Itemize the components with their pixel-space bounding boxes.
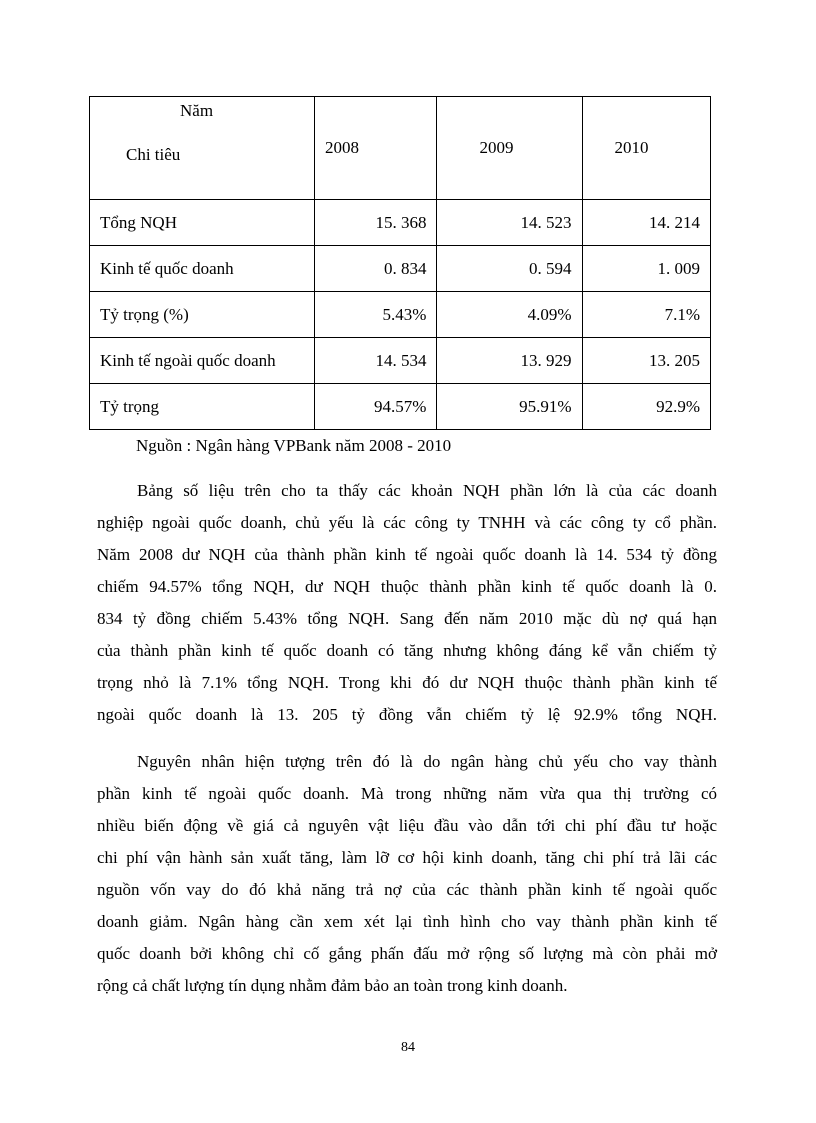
paragraph-line: Bảng số liệu trên cho ta thấy các khoản NQH phần lớn là của các doanh [137, 481, 717, 500]
table-row [90, 384, 711, 430]
row-label: Tỷ trọng [90, 384, 315, 430]
paragraph-line: doanh giảm. Ngân hàng cần xem xét lại tình hình cho vay thành phần kinh tế [97, 912, 717, 931]
paragraph-line: Nguyên nhân hiện tượng trên đó là do ngân hàng chủ yếu cho vay thành [137, 752, 717, 771]
table-corner-cell [90, 97, 315, 200]
table-cell: 14. 523 [437, 200, 582, 246]
row-label: Tỷ trọng (%) [90, 292, 315, 338]
table-cell: 13. 205 [582, 338, 710, 384]
header-year-2010: 2010 [582, 97, 710, 200]
header-year-label: Năm [180, 101, 214, 120]
table-header-row [90, 97, 711, 200]
header-indicator-label: Chi tiêu [126, 145, 181, 164]
paragraph-line: trọng nhỏ là 7.1% tổng NQH. Trong khi đó dư NQH thuộc thành phần kinh tế [97, 673, 717, 692]
paragraph-line: nhiều biến động về giá cả nguyên vật liệu đầu vào dẫn tới chi phí đầu tư hoặc [97, 816, 717, 835]
npl-table [89, 96, 711, 430]
table-cell: 92.9% [582, 384, 710, 430]
paragraph-line: ngoài quốc doanh là 13. 205 tỷ đồng vẫn chiếm tỷ lệ 92.9% tổng NQH. [97, 705, 717, 724]
table-row [90, 292, 711, 338]
header-year-2009: 2009 [437, 97, 582, 200]
table-cell: 14. 534 [315, 338, 437, 384]
table-cell: 4.09% [437, 292, 582, 338]
paragraph-line: nguồn vốn vay do đó khả năng trả nợ của các thành phần kinh tế ngoài quốc [97, 880, 717, 899]
row-label: Kinh tế ngoài quốc doanh [90, 338, 315, 384]
paragraph-line: chi phí vận hành sản xuất tăng, làm lỡ cơ hội kinh doanh, tăng chi phí trả lãi các [97, 848, 717, 867]
paragraph-line: quốc doanh bởi không chỉ cố gắng phấn đấu mở rộng số lượng mà còn phải mở [97, 944, 717, 963]
table-cell: 95.91% [437, 384, 582, 430]
table-cell: 5.43% [315, 292, 437, 338]
row-label: Tổng NQH [90, 200, 315, 246]
table-row [90, 338, 711, 384]
table-source-note: Nguồn : Ngân hàng VPBank năm 2008 - 2010 [136, 436, 452, 455]
paragraph-line: nghiệp ngoài quốc doanh, chủ yếu là các công ty TNHH và các công ty cổ phần. [97, 513, 717, 532]
row-label: Kinh tế quốc doanh [90, 246, 315, 292]
page-number: 84 [401, 1040, 415, 1055]
paragraph-cause [97, 746, 717, 1002]
paragraph-line: chiếm 94.57% tổng NQH, dư NQH thuộc thành phần kinh tế quốc doanh là 0. [97, 577, 717, 596]
table-row [90, 246, 711, 292]
table-cell: 1. 009 [582, 246, 710, 292]
table-cell: 94.57% [315, 384, 437, 430]
table-cell: 14. 214 [582, 200, 710, 246]
paragraph-analysis [97, 475, 717, 731]
paragraph-line: phần kinh tế ngoài quốc doanh. Mà trong những năm vừa qua thị trường có [97, 784, 717, 803]
header-year-2008: 2008 [315, 97, 437, 200]
paragraph-line: của thành phần kinh tế quốc doanh có tăng nhưng không đáng kể vẫn chiếm tỷ [97, 641, 717, 660]
paragraph-line: 834 tỷ đồng chiếm 5.43% tổng NQH. Sang đến năm 2010 mặc dù nợ quá hạn [97, 609, 717, 628]
table-row [90, 200, 711, 246]
table-cell: 13. 929 [437, 338, 582, 384]
paragraph-line: rộng cả chất lượng tín dụng nhằm đảm bảo an toàn trong kinh doanh. [97, 976, 568, 995]
paragraph-line: Năm 2008 dư NQH của thành phần kinh tế ngoài quốc doanh là 14. 534 tỷ đồng [97, 545, 717, 564]
table-cell: 7.1% [582, 292, 710, 338]
table-cell: 0. 834 [315, 246, 437, 292]
table-cell: 0. 594 [437, 246, 582, 292]
table-cell: 15. 368 [315, 200, 437, 246]
